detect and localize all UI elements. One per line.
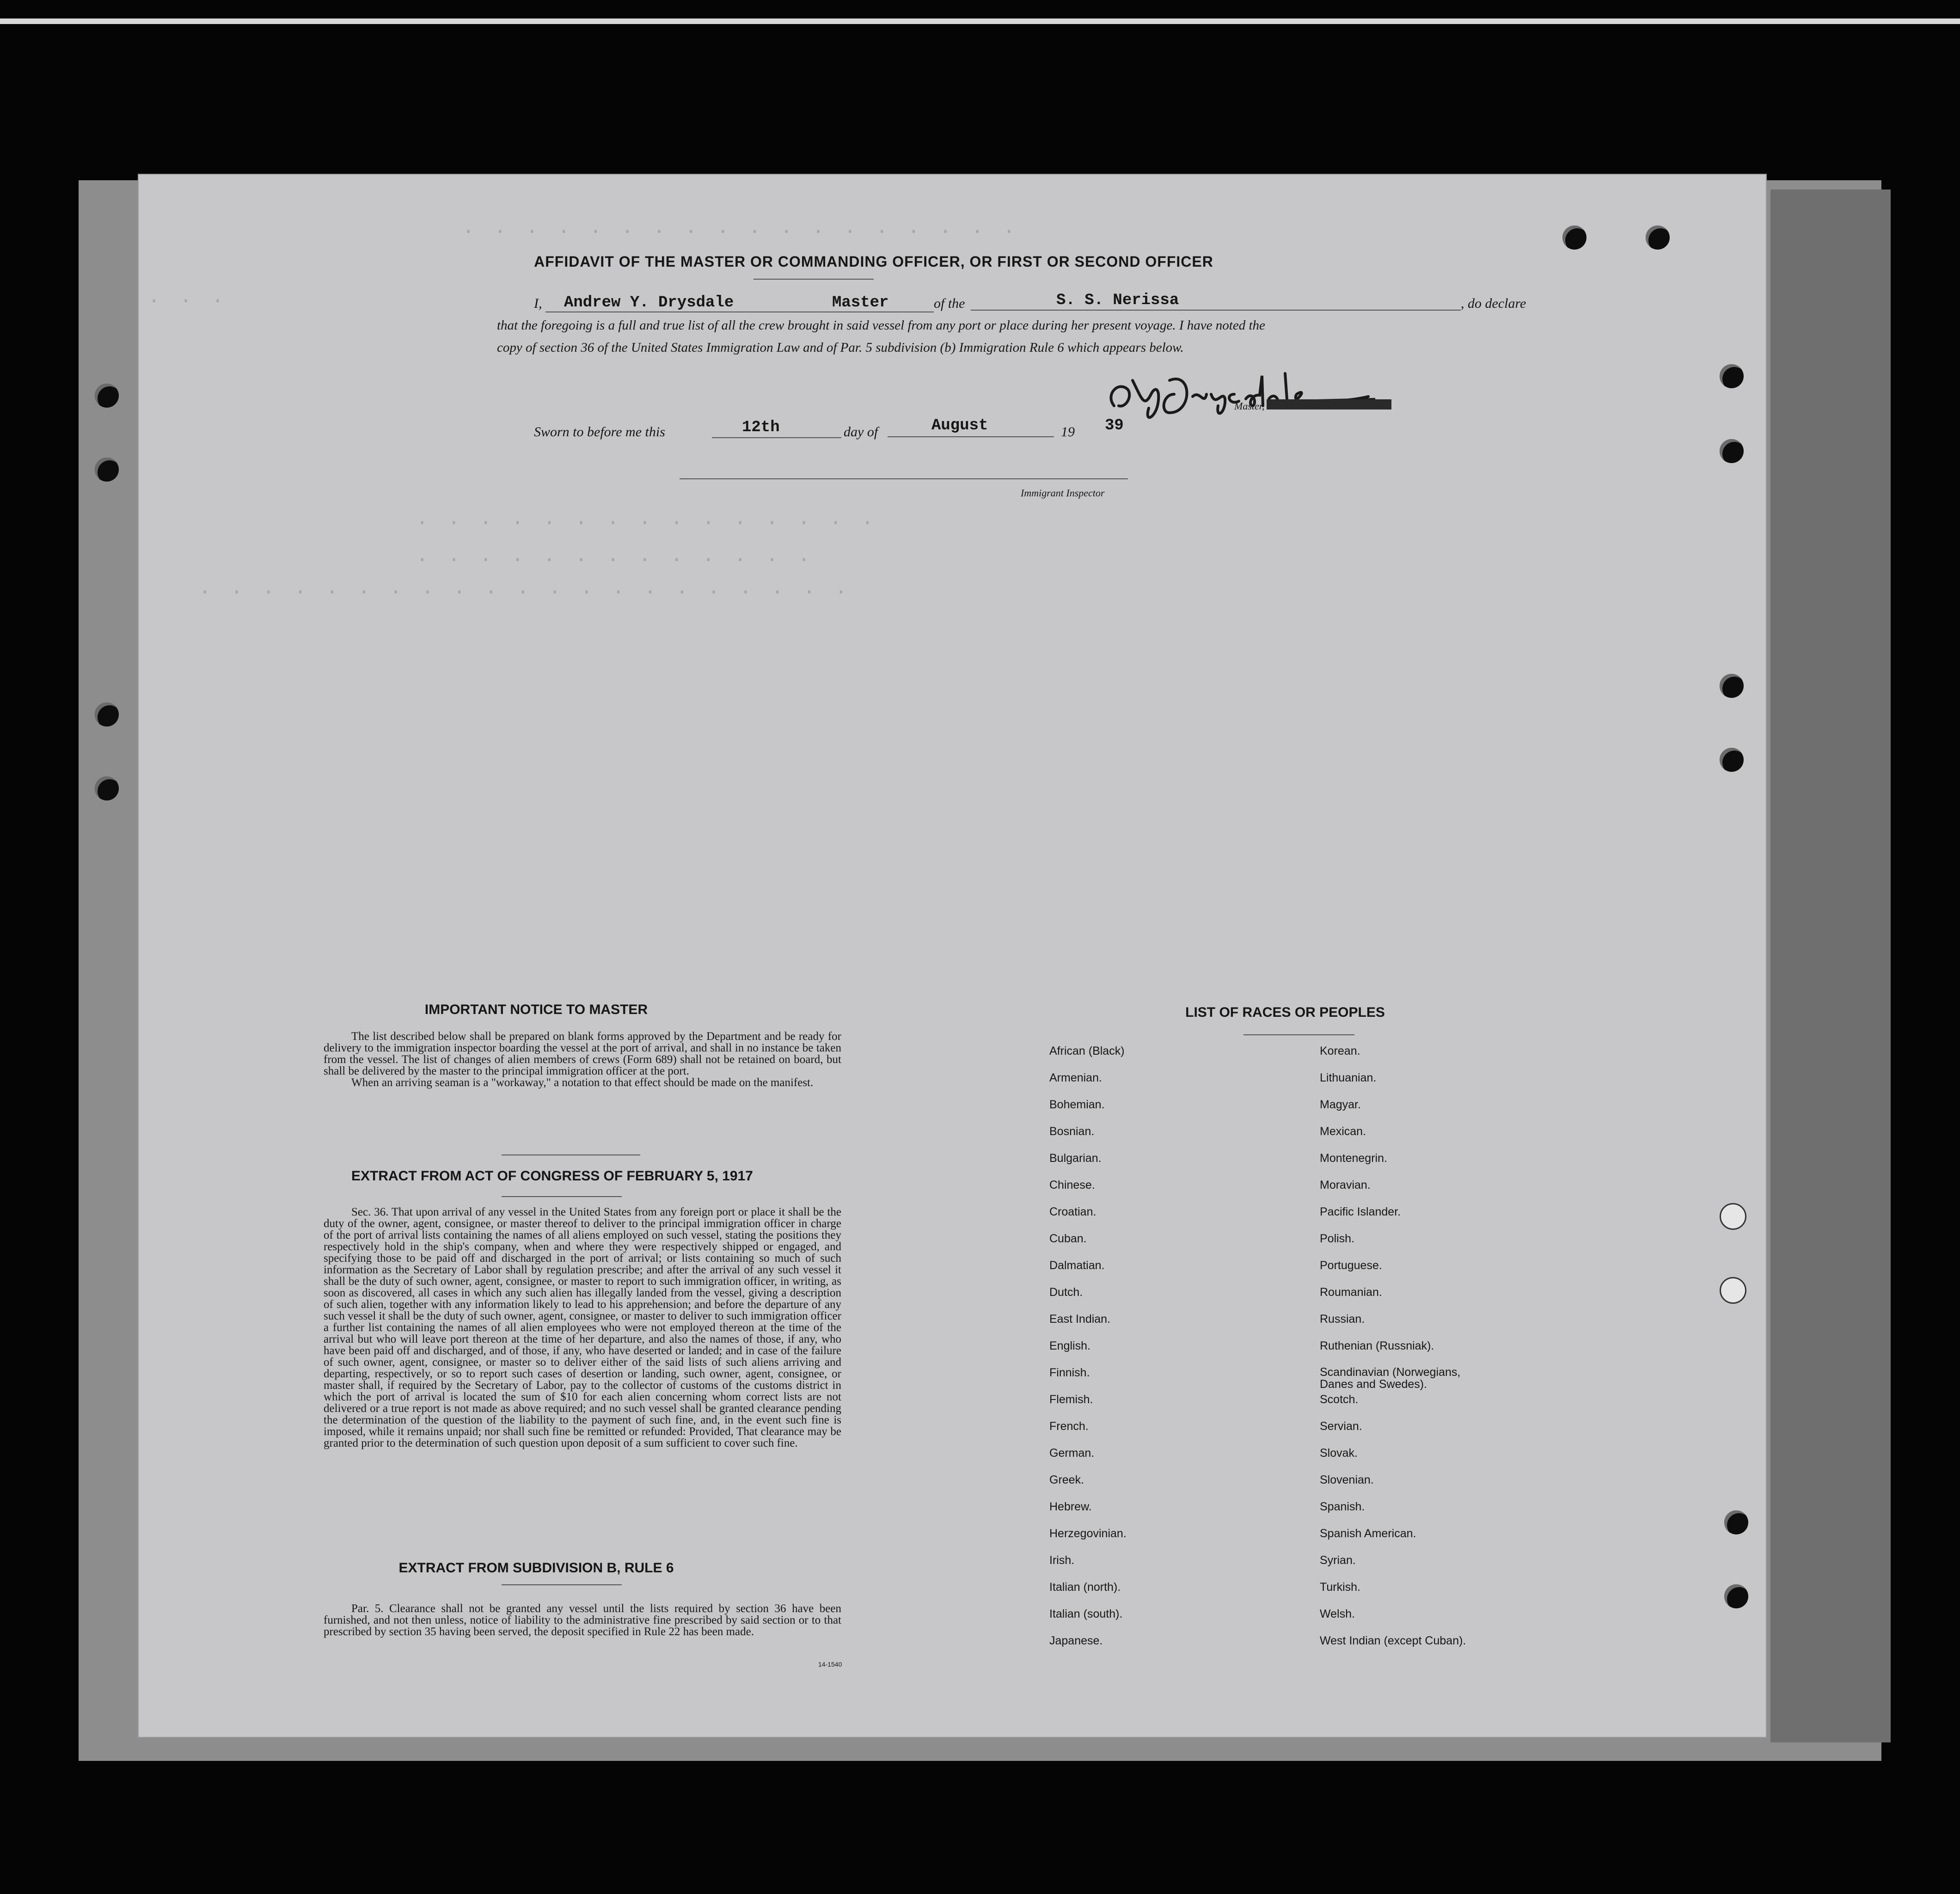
notice-title: IMPORTANT NOTICE TO MASTER	[424, 1002, 648, 1017]
race-entry: German.	[1049, 1447, 1095, 1460]
race-entry: Armenian.	[1049, 1071, 1102, 1084]
notice-paragraph-2: When an arriving seaman is a "workaway," a notation to that effect should be made on the manifest.	[351, 1076, 814, 1089]
title-underline	[753, 279, 874, 280]
affidavit-line-2: that the foregoing is a full and true list of all the crew brought in said vessel from any port or place during her present voyage. I have noted the	[497, 318, 1265, 333]
race-entry: Italian (south).	[1049, 1607, 1123, 1620]
race-entry: Moravian.	[1320, 1179, 1371, 1191]
binder-hole	[95, 776, 119, 800]
race-entry: Chinese.	[1049, 1179, 1095, 1191]
notice-text	[324, 1031, 841, 1088]
binder-hole	[1720, 748, 1744, 772]
master-name: Andrew Y. Drysdale	[564, 294, 734, 312]
master-label: Master,	[1234, 400, 1265, 412]
par-5-text: Par. 5. Clearance shall not be granted any vessel until the lists required by section 36 have been furnished, and not then unless, notice of liability to the administrative fine prescribed by said section or to that prescribed by section 35 having been served, the deposit specified in Rule 22 has been made.	[324, 1602, 841, 1638]
race-entry: Scotch.	[1320, 1393, 1359, 1406]
race-entry: Syrian.	[1320, 1554, 1356, 1567]
race-entry: Dutch.	[1049, 1286, 1083, 1299]
binder-hole	[95, 458, 119, 482]
race-entry: Bohemian.	[1049, 1098, 1105, 1111]
race-entry: Russian.	[1320, 1313, 1365, 1326]
race-entry: Servian.	[1320, 1420, 1362, 1433]
bleed-through: . . . . . . . . . . . . .	[416, 544, 814, 568]
race-entry: Greek.	[1049, 1473, 1084, 1486]
binder-hole	[1720, 1277, 1746, 1304]
notice-paragraph-1: The list described below shall be prepared on blank forms approved by the Department and be ready for delivery to the immigration inspector boarding the vessel at the port of arrival, and shall in no instance be taken from the vessel. The list of changes of alien members of crews (Form 689) shall not be retained on board, but shall be delivered by the master to the principal immigration officer at the port.	[324, 1030, 841, 1077]
race-entry: English.	[1049, 1339, 1090, 1352]
sworn-prefix: Sworn to before me this	[534, 424, 665, 440]
rank: Master	[832, 294, 889, 312]
binder-hole	[1720, 439, 1744, 463]
affidavit-title: AFFIDAVIT OF THE MASTER OR COMMANDING OFFICER, OR FIRST OR SECOND OFFICER	[534, 253, 1213, 270]
race-entry: Spanish American.	[1320, 1527, 1416, 1540]
races-title: LIST OF RACES OR PEOPLES	[1185, 1005, 1385, 1020]
divider	[502, 1584, 622, 1585]
of-the-label: of the	[934, 296, 965, 311]
section-36-text: Sec. 36. That upon arrival of any vessel in the United States from any foreign port or place it shall be the duty of the owner, agent, consignee, or master thereof to deliver to the principal immigration officer in charge of the port of arrival lists containing the names of all aliens employed on such vessel, stating the positions they respectively hold in the ship's company, when and where they were respectively shipped or engaged, and specifying those to be paid off and discharged in the port of arrival; or lists containing so much of such information as the Secretary of Labor shall by regulation prescribe; and after the arrival of any such vessel it shall be the duty of such owner, agent, consignee, or master to report to such immigration officer, in writing, as soon as discovered, all cases in which any such alien has illegally landed from the vessel, giving a description of such alien, together with any information likely to lead to his apprehension; and before the departure of any such vessel it shall be the duty of such owner, agent, consignee, or master to deliver to such immigration officer a further list containing the names of all alien employees who were not employed thereon at the time of the arrival but who will leave port thereon at the time of her departure, and also the names of those, if any, who have been paid off and discharged, and of those, if any, who have deserted or landed; and in case of the failure of such owner, agent, consignee, or master so to deliver either of the said lists of such aliens arriving and departing, respectively, or so to report such cases of desertion or landing, such owner, agent, consignee, or master shall, if required by the Secretary of Labor, pay to the collector of customs of the customs district in which the port of arrival is located the sum of $10 for each alien concerning whom correct lists are not delivered or a true report is not made as above required; and no such vessel shall be granted clearance pending the determination of the question of the liability to the payment of such fine, and, in the event such fine is imposed, while it remains unpaid; nor shall such fine be remitted or refunded: Provided, That clearance may be granted prior to the determination of such question upon deposit of a sum sufficient to cover such fine.	[324, 1206, 841, 1449]
sworn-day: 12th	[742, 419, 780, 436]
race-entry: Roumanian.	[1320, 1286, 1382, 1299]
affidavit-line-3: copy of section 36 of the United States Immigration Law and of Par. 5 subdivision (b) Immigration Rule 6 which appears below.	[497, 340, 1184, 355]
sworn-month: August	[931, 417, 988, 434]
bleed-through: . . . . . . . . . . . . . . . . . .	[462, 216, 1019, 239]
vessel-line	[971, 310, 1461, 311]
year-prefix: 19	[1061, 424, 1075, 440]
backing-sheet-right	[1770, 189, 1891, 1742]
binder-hole	[1724, 1584, 1748, 1608]
race-entry: Montenegrin.	[1320, 1152, 1387, 1165]
extract-act-title: EXTRACT FROM ACT OF CONGRESS OF FEBRUARY 5, 1917	[351, 1168, 753, 1184]
struck-out-text	[1267, 399, 1391, 409]
race-entry: Hebrew.	[1049, 1500, 1092, 1513]
binder-hole	[1720, 364, 1744, 388]
binder-hole	[1562, 226, 1586, 250]
binder-hole	[1646, 226, 1670, 250]
vessel-name: S. S. Nerissa	[1056, 292, 1179, 309]
race-entry: Italian (north).	[1049, 1581, 1121, 1594]
divider	[1243, 1034, 1354, 1035]
inspector-label: Immigrant Inspector	[1021, 487, 1105, 499]
race-entry: Flemish.	[1049, 1393, 1093, 1406]
race-entry: Scandinavian (Norwegians, Danes and Swedes).	[1320, 1366, 1461, 1391]
binder-hole	[1720, 1203, 1746, 1230]
race-entry: Korean.	[1320, 1045, 1360, 1057]
do-declare-label: , do declare	[1461, 296, 1526, 311]
race-entry: Turkish.	[1320, 1581, 1360, 1594]
binder-hole	[1724, 1510, 1748, 1534]
divider	[502, 1196, 622, 1197]
race-entry: Pacific Islander.	[1320, 1205, 1401, 1218]
extract-rule-title: EXTRACT FROM SUBDIVISION B, RULE 6	[398, 1560, 674, 1576]
race-entry: Slovak.	[1320, 1447, 1358, 1460]
race-entry: Welsh.	[1320, 1607, 1355, 1620]
race-entry: East Indian.	[1049, 1313, 1111, 1326]
race-entry: Lithuanian.	[1320, 1071, 1377, 1084]
bleed-through: . . . . . . . . . . . . . . . . . . . . .	[199, 577, 851, 600]
race-entry: French.	[1049, 1420, 1089, 1433]
master-signature	[1100, 362, 1378, 427]
race-entry: Bulgarian.	[1049, 1152, 1102, 1165]
extract-act-text	[324, 1206, 841, 1449]
month-line	[888, 436, 1054, 437]
bleed-through: . . .	[148, 286, 228, 309]
race-entry: Mexican.	[1320, 1125, 1366, 1138]
race-entry: Polish.	[1320, 1232, 1355, 1245]
race-entry: Portuguese.	[1320, 1259, 1382, 1272]
race-entry: Finnish.	[1049, 1366, 1090, 1379]
race-entry: West Indian (except Cuban).	[1320, 1634, 1466, 1647]
scan-top-edge	[0, 18, 1960, 24]
race-entry: Dalmatian.	[1049, 1259, 1105, 1272]
binder-hole	[1720, 674, 1744, 698]
inspector-signature-line	[680, 478, 1128, 479]
race-entry: Cuban.	[1049, 1232, 1087, 1245]
races-column-left	[1049, 1045, 1280, 1645]
race-entry: Magyar.	[1320, 1098, 1361, 1111]
race-entry: Irish.	[1049, 1554, 1075, 1567]
binder-hole	[95, 384, 119, 408]
day-of-label: day of	[844, 424, 878, 440]
race-entry: African (Black)	[1049, 1045, 1125, 1057]
races-column-right	[1320, 1045, 1597, 1645]
bleed-through: . . . . . . . . . . . . . . .	[416, 507, 877, 531]
form-number: 14-1540	[818, 1661, 842, 1668]
year-suffix: 39	[1105, 417, 1124, 434]
race-entry: Japanese.	[1049, 1634, 1103, 1647]
race-entry: Croatian.	[1049, 1205, 1096, 1218]
race-entry: Spanish.	[1320, 1500, 1365, 1513]
race-entry: Bosnian.	[1049, 1125, 1095, 1138]
day-line	[712, 437, 841, 438]
manifest-page	[139, 175, 1766, 1737]
affidavit-prefix: I,	[534, 296, 542, 311]
race-entry: Herzegovinian.	[1049, 1527, 1127, 1540]
race-entry: Ruthenian (Russniak).	[1320, 1339, 1434, 1352]
extract-rule-text	[324, 1603, 841, 1637]
binder-hole	[95, 703, 119, 727]
race-entry: Slovenian.	[1320, 1473, 1374, 1486]
